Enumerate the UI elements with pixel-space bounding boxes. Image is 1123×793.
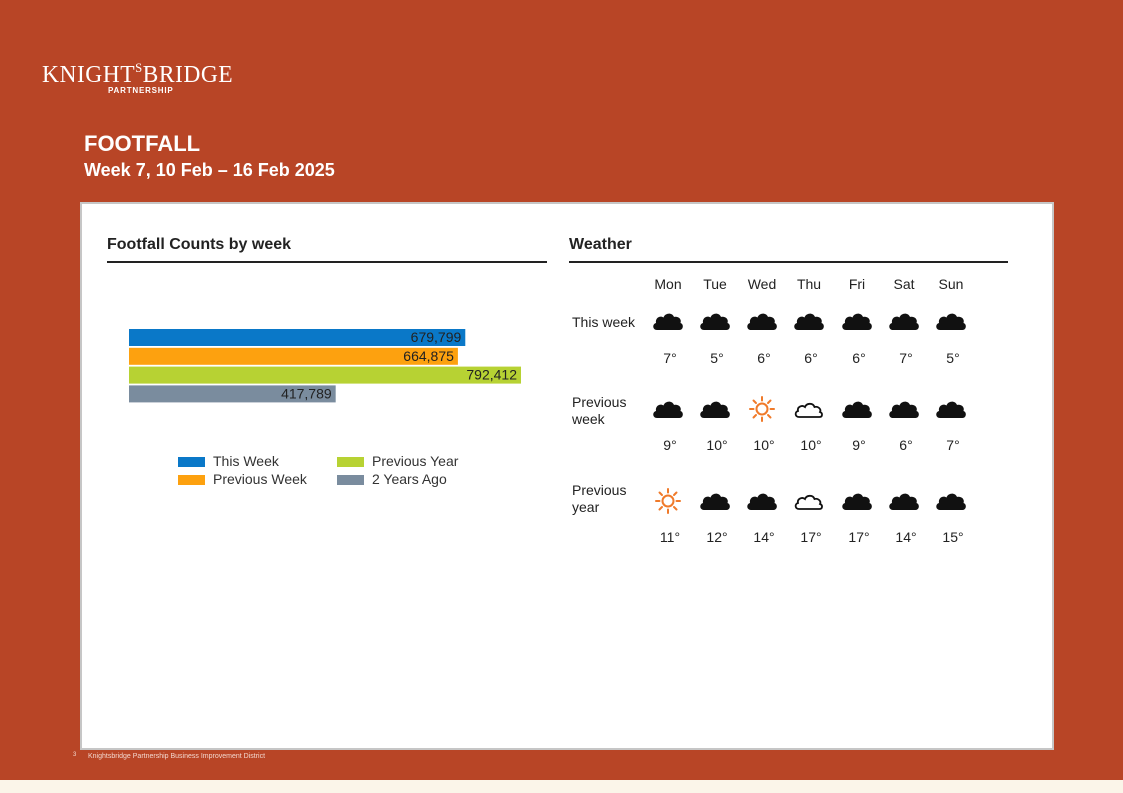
cloud-icon [934, 308, 968, 334]
bar-value-label: 792,412 [466, 366, 517, 383]
cloud-icon [840, 488, 874, 514]
bar-value-label: 664,875 [403, 347, 454, 364]
cloud-icon [887, 488, 921, 514]
weather-grid [570, 264, 1030, 564]
cloud-icon [840, 396, 874, 422]
weather-temperature: 14° [753, 529, 775, 545]
legend-swatch [178, 457, 205, 467]
weather-temperature: 9° [852, 437, 866, 453]
weather-title-rule [569, 261, 1008, 263]
weather-temperature: 6° [804, 350, 818, 366]
weather-day-tue: Tue [703, 276, 727, 292]
weather-temperature: 10° [753, 437, 775, 453]
bar-value-label: 679,799 [410, 329, 462, 345]
bar-value-label: 417,789 [281, 385, 332, 402]
weather-day-sat: Sat [893, 276, 915, 292]
legend-label: 2 Years Ago [372, 471, 447, 487]
weather-temperature: 7° [946, 437, 960, 453]
cloud-icon [792, 308, 826, 334]
page-number: 3 [73, 752, 77, 758]
chart-title: Footfall Counts by week [107, 236, 292, 253]
weather-temperature: 15° [942, 529, 964, 545]
weather-temperature: 6° [899, 437, 913, 453]
bar-previous-year [129, 367, 521, 384]
brand-name: $KNIGHT^SBRIDGE$ [42, 60, 234, 88]
weather-temperature: 17° [848, 529, 870, 545]
weather-day-fri: Fri [848, 276, 866, 292]
page-subtitle: Week 7, 10 Feb – 16 Feb 2025 [84, 160, 335, 180]
legend-swatch [337, 457, 364, 467]
footfall-bar-chart [82, 204, 562, 444]
report-panel [80, 202, 1054, 750]
brand-tagline: PARTNERSHIP [108, 86, 174, 95]
sun-icon [651, 488, 685, 514]
cloud-icon [934, 488, 968, 514]
cloud-icon [745, 308, 779, 334]
cloud-icon [934, 396, 968, 422]
cloud-outline-icon [792, 396, 826, 422]
cloud-icon [651, 396, 685, 422]
weather-temperature: 11° [659, 529, 681, 545]
weather-title: Weather [569, 236, 632, 253]
cloud-icon [887, 396, 921, 422]
weather-temperature: 6° [852, 350, 866, 366]
cloud-icon [887, 308, 921, 334]
brand-logo [42, 58, 252, 98]
legend-label: Previous Week [213, 471, 307, 487]
weather-temperature: 6° [757, 350, 771, 366]
cloud-icon [651, 308, 685, 334]
weather-day-sun: Sun [938, 276, 964, 292]
footer-text: Knightsbridge Partnership Business Improvement District [88, 753, 266, 760]
weather-temperature: 5° [946, 350, 960, 366]
cloud-icon [840, 308, 874, 334]
weather-row-label: This week [572, 314, 636, 330]
page-title: FOOTFALL [84, 131, 201, 156]
cloud-icon [698, 488, 732, 514]
cloud-icon [745, 488, 779, 514]
legend-swatch [337, 475, 364, 485]
weather-day-mon: Mon [654, 276, 682, 292]
weather-temperature: 9° [663, 437, 677, 453]
weather-temperature: 7° [899, 350, 913, 366]
weather-temperature: 10° [800, 437, 822, 453]
weather-day-thu: Thu [796, 276, 822, 292]
weather-temperature: 7° [663, 350, 677, 366]
chart-legend [178, 453, 478, 493]
weather-temperature: 12° [706, 529, 728, 545]
sun-icon [745, 396, 779, 422]
legend-swatch [178, 475, 205, 485]
cloud-icon [698, 396, 732, 422]
weather-temperature: 17° [800, 529, 822, 545]
weather-temperature: 10° [706, 437, 728, 453]
weather-row-label: Previous week [572, 394, 627, 427]
weather-day-wed: Wed [747, 276, 777, 292]
legend-label: Previous Year [372, 453, 459, 469]
weather-temperature: 5° [710, 350, 724, 366]
weather-row-label: Previous year [572, 482, 627, 515]
cloud-outline-icon [792, 488, 826, 514]
weather-temperature: 14° [895, 529, 917, 545]
legend-label: This Week [213, 453, 279, 469]
cloud-icon [698, 308, 732, 334]
